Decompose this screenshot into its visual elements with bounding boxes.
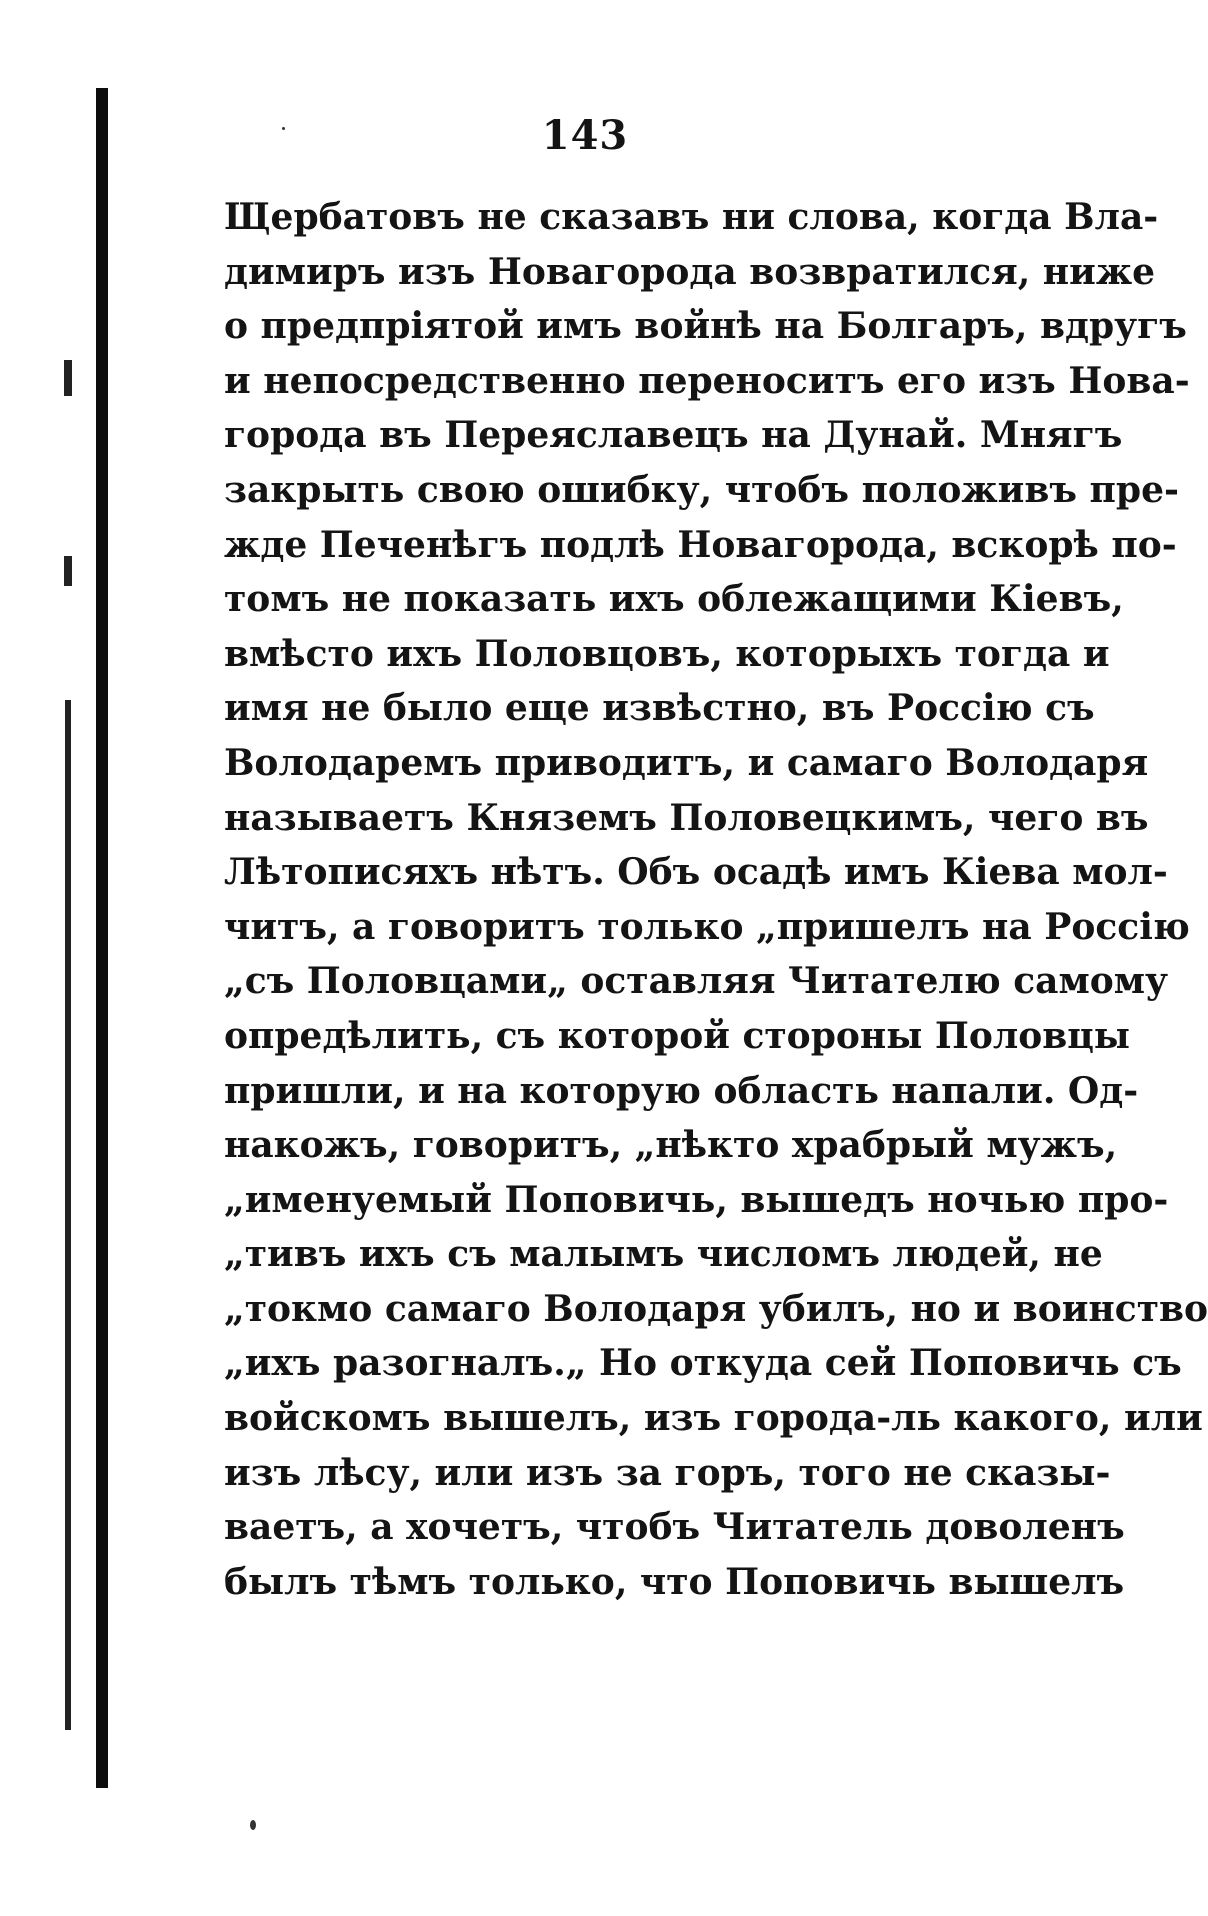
text-line: изъ лѣсу, или изъ за горъ, того не сказы- — [224, 1451, 1111, 1494]
text-line: закрыть свою ошибку, чтобъ положивъ пре- — [224, 468, 1179, 511]
text-line: „именуемый Поповичь, вышедъ ночью про- — [224, 1178, 1169, 1221]
text-line: называетъ Княземъ Половецкимъ, чего въ — [224, 796, 1149, 839]
margin-mark — [64, 556, 72, 586]
text-line: томъ не показать ихъ облежащими Кіевъ, — [224, 578, 1124, 621]
text-line: Володаремъ приводитъ, и самаго Володаря — [224, 741, 1149, 784]
body-text — [224, 190, 1208, 1609]
text-line: Лѣтописяхъ нѣтъ. Объ осадѣ имъ Кіева мол- — [224, 851, 1168, 894]
text-line: вмѣсто ихъ Половцовъ, которыхъ тогда и — [224, 632, 1110, 675]
page-number: 143 — [541, 112, 629, 159]
margin-rule — [65, 700, 71, 1730]
text-line: и непосредственно переноситъ его изъ Нова- — [224, 359, 1190, 402]
text-line: „съ Половцами„ оставляя Читателю самому — [224, 960, 1169, 1003]
margin-mark — [64, 360, 72, 396]
text-line: о предпріятой имъ войнѣ на Болгаръ, вдругъ — [224, 305, 1187, 348]
text-line: жде Печенѣгъ подлѣ Новагорода, вскорѣ по- — [224, 523, 1177, 566]
binding-edge — [96, 88, 108, 1788]
text-line: „токмо самаго Володаря убилъ, но и воинство — [224, 1287, 1208, 1330]
text-line: „ихъ разогналъ.„ Но откуда сей Поповичь съ — [224, 1342, 1182, 1385]
text-line: города въ Переяславецъ на Дунай. Мнягъ — [224, 414, 1123, 457]
text-line: ваетъ, а хочетъ, чтобъ Читатель доволенъ — [224, 1506, 1125, 1549]
text-line: былъ тѣмъ только, что Поповичь вышелъ — [224, 1560, 1125, 1603]
text-line: Щербатовъ не сказавъ ни слова, когда Вла- — [224, 196, 1159, 238]
text-line: накожъ, говоритъ, „нѣкто храбрый мужъ, — [224, 1124, 1118, 1167]
ink-speck — [250, 1820, 256, 1830]
text-line: читъ, а говоритъ только „пришелъ на Россію — [224, 905, 1190, 948]
text-line: войскомъ вышелъ, изъ города-ль какого, или — [224, 1397, 1203, 1440]
text-line: димиръ изъ Новагорода возвратился, ниже — [224, 250, 1156, 293]
text-line: „тивъ ихъ съ малымъ числомъ людей, не — [224, 1233, 1103, 1276]
text-line: пришли, и на которую область напали. Од- — [224, 1069, 1139, 1112]
text-line: имя не было еще извѣстно, въ Россію съ — [224, 687, 1095, 730]
text-line: опредѣлить, съ которой стороны Половцы — [224, 1014, 1130, 1057]
